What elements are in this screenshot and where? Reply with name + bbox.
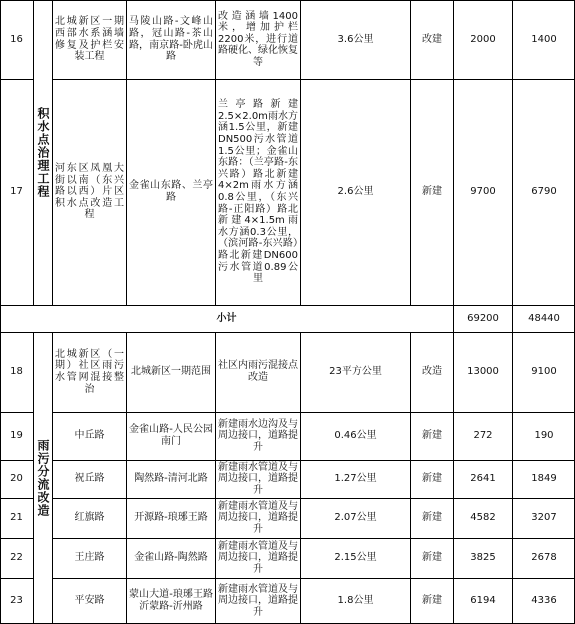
grid-line [53,498,575,499]
grid-line [0,0,1,624]
project-range: 金雀山路-人民公园南门 [129,424,213,447]
project-content: 新建雨水管道及与周边接口，道路提升 [218,583,298,618]
project-scale: 3.6公里 [337,33,374,45]
grid-line [300,0,301,305]
grid-line [53,578,575,579]
project-range: 金雀山东路、兰亭路 [129,180,213,203]
project-fund: 2678 [531,552,557,564]
project-investment: 6194 [470,595,496,607]
project-content: 新建雨水管道及与周边接口，道路提升 [218,500,298,535]
project-type: 新建 [422,430,442,442]
project-fund: 190 [534,430,554,442]
grid-line [0,412,33,413]
project-type: 改建 [422,33,442,45]
grid-line [512,0,513,624]
row-number: 23 [10,595,23,607]
project-investment: 9700 [470,186,496,198]
project-scale: 2.07公里 [334,512,377,524]
project-investment: 2641 [470,473,496,485]
project-type: 新建 [422,512,442,524]
grid-line [33,332,34,624]
project-content: 社区内雨污混接点改造 [218,360,298,383]
project-scale: 2.6公里 [337,186,374,198]
project-name: 王庄路 [74,552,105,564]
row-number: 20 [10,473,23,485]
project-investment: 272 [473,430,493,442]
project-scale: 0.46公里 [334,430,377,442]
project-investment: 3825 [470,552,496,564]
project-content: 新建雨水管道及与周边接口，道路提升 [218,540,298,575]
project-type: 新建 [422,595,442,607]
grid-line [0,79,33,80]
grid-line [410,332,411,624]
grid-line [0,498,33,499]
project-range: 北城新区一期范围 [131,366,211,378]
grid-line [0,0,575,1]
row-number: 21 [10,512,23,524]
project-fund: 1849 [531,473,557,485]
project-name: 祝丘路 [74,473,105,485]
grid-line [53,412,575,413]
grid-line [300,332,301,624]
subtotal-investment: 69200 [467,312,499,324]
project-scale: 2.15公里 [334,552,377,564]
project-investment: 4582 [470,512,496,524]
grid-line [33,0,34,305]
project-name: 北城新区一期西部水系涵墙修复及护栏安装工程 [55,16,124,63]
row-number: 19 [10,430,23,442]
grid-line [0,538,33,539]
project-type: 新建 [422,552,442,564]
grid-line [52,0,53,305]
project-name: 红旗路 [74,512,105,524]
project-range: 陶然路-清河北路 [134,473,208,485]
project-scale: 23平方公里 [329,366,382,378]
grid-line [126,0,127,305]
project-scale: 1.8公里 [337,595,374,607]
project-investment: 13000 [467,366,499,378]
project-range: 蒙山大道-琅琊王路 沂蒙路-沂州路 [129,589,213,612]
project-type: 新建 [422,473,442,485]
project-content: 新建雨水边沟及与周边接口，道路提升 [218,418,298,453]
grid-line [126,332,127,624]
grid-line [0,578,33,579]
project-fund: 3207 [531,512,557,524]
project-name: 中丘路 [74,430,105,442]
row-number: 22 [10,552,23,564]
grid-line [215,332,216,624]
project-name: 平安路 [74,595,105,607]
grid-line [53,460,575,461]
grid-line [0,332,575,333]
grid-line [53,79,575,80]
project-range: 金雀山路-陶然路 [134,552,208,564]
row-number: 18 [10,366,23,378]
project-content: 改造涵墙1400米，增加护栏2200米，进行道路硬化、绿化恢复等 [218,10,298,68]
project-range: 马陵山路-文峰山路，冠山路-茶山路，南京路-卧虎山路 [129,16,213,63]
project-name: 河东区凤凰大街以南（东兴路以西）片区积水点改造工程 [55,163,124,221]
project-type: 改造 [422,366,442,378]
project-name: 北城新区（一期）社区雨污水管网混接整治 [55,348,124,395]
project-scale: 1.27公里 [334,473,377,485]
project-fund: 1400 [531,33,557,45]
subtotal-fund: 48440 [528,312,560,324]
category-separation: 雨污分流改造 [36,439,50,517]
project-range: 开源路-琅琊王路 [134,512,208,524]
grid-line [0,460,33,461]
row-number: 17 [10,186,23,198]
grid-line [410,0,411,305]
grid-line [52,332,53,624]
grid-line [215,0,216,305]
project-fund: 6790 [531,186,557,198]
row-number: 16 [10,33,23,45]
grid-line [0,305,575,306]
grid-line [53,538,575,539]
project-fund: 9100 [531,366,557,378]
project-fund: 4336 [531,595,557,607]
project-investment: 2000 [470,33,496,45]
subtotal-label: 小计 [216,312,237,324]
category-waterlogging: 积水点治理工程 [36,107,50,198]
project-type: 新建 [422,186,442,198]
project-content: 新建雨水管道及与周边接口，道路提升 [218,461,298,496]
project-content: 兰亭路新建2.5×2.0m雨水方涵1.5公里，新建DN500污水管道1.5公里；金雀山东路：（兰亭路-东兴路）路北新建4×2m雨水方涵0.8公里，（东兴路-正阳路）路北新建4×1.5m雨水方涵0.3公里，（滨河路-东兴路）路北新建DN600污水管道0.89公里 [218,99,298,285]
grid-line [453,0,454,624]
